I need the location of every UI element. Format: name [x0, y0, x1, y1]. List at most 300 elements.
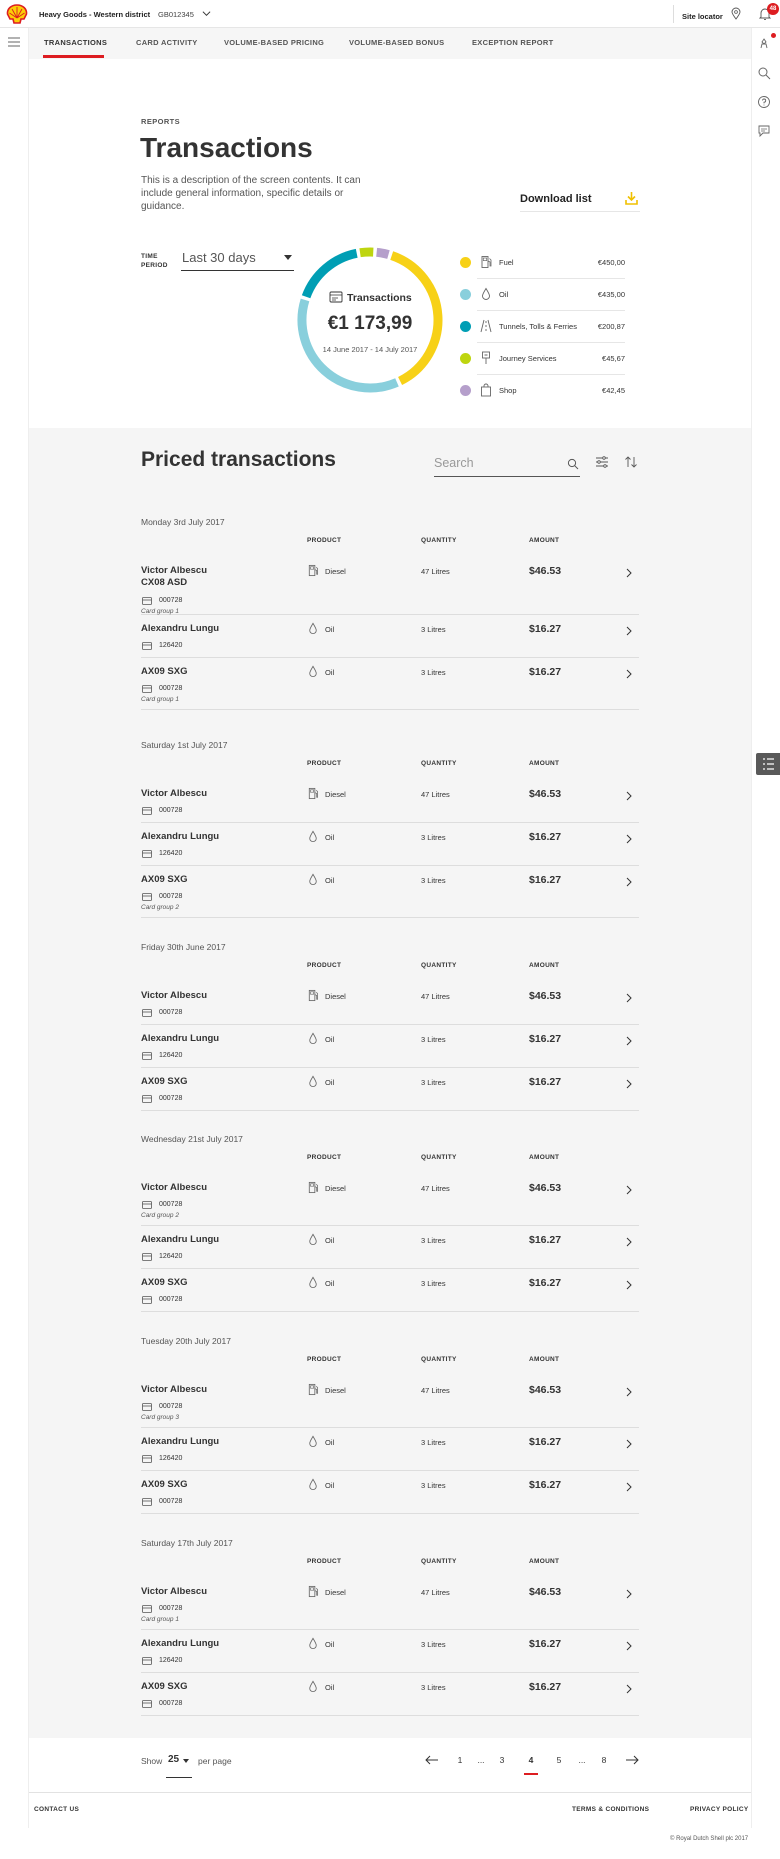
org-name[interactable]: Heavy Goods - Western district [39, 10, 151, 19]
quantity: 3 Litres [421, 625, 446, 634]
fuel-pump-icon [307, 787, 319, 800]
driver-name [141, 1479, 187, 1491]
driver-name-line: Alexandru Lungu [141, 623, 220, 634]
card-icon [142, 1403, 152, 1411]
product-name: Diesel [325, 1588, 346, 1597]
product-name: Oil [325, 1078, 335, 1087]
page-1[interactable]: 1 [457, 1755, 463, 1765]
driver-name [141, 1681, 187, 1693]
table-row[interactable] [141, 1269, 639, 1312]
show-label: Show [141, 1756, 163, 1766]
table-row[interactable] [141, 1068, 639, 1111]
legend-color-dot [460, 257, 471, 268]
user-alert-dot [771, 33, 776, 38]
time-period-label-line1: TIME [141, 253, 158, 260]
card-icon [142, 893, 152, 901]
table-row[interactable] [141, 1174, 639, 1226]
chevron-right-icon[interactable] [625, 1684, 633, 1694]
legend-name: Tunnels, Tolls & Ferries [499, 322, 577, 331]
product-name: Oil [325, 625, 335, 634]
column-header-product: PRODUCT [307, 1356, 342, 1363]
chevron-right-icon[interactable] [625, 1482, 633, 1492]
column-header-quantity: QUANTITY [421, 760, 457, 767]
card-icon [142, 1296, 152, 1304]
chevron-right-icon[interactable] [625, 993, 633, 1003]
copyright: © Royal Dutch Shell plc 2017 [670, 1836, 749, 1842]
card-icon [142, 1700, 152, 1708]
table-row[interactable] [141, 557, 639, 615]
amount: $46.53 [529, 1384, 562, 1396]
product-name: Oil [325, 1035, 335, 1044]
per-page-label: per page [198, 1756, 232, 1766]
search-input[interactable] [434, 452, 580, 477]
oil-drop-icon [307, 1032, 319, 1045]
chevron-right-icon[interactable] [625, 1280, 633, 1290]
amount: $16.27 [529, 1277, 562, 1289]
amount: $16.27 [529, 1436, 562, 1448]
card-icon [142, 685, 152, 693]
legend-name: Shop [499, 386, 517, 395]
table-row[interactable] [141, 823, 639, 866]
help-icon[interactable] [757, 95, 771, 109]
quantity: 47 Litres [421, 1184, 450, 1193]
card-icon [142, 1095, 152, 1103]
list-icon [756, 753, 780, 775]
chevron-right-icon[interactable] [625, 834, 633, 844]
legend-item-tunnels-tolls-ferries[interactable] [460, 311, 625, 343]
column-header-product: PRODUCT [307, 962, 342, 969]
page-title: Transactions [140, 132, 313, 163]
driver-name [141, 1277, 187, 1289]
report-tabs [29, 28, 751, 59]
terms-link[interactable]: TERMS & CONDITIONS [572, 1806, 650, 1813]
legend-color-dot [460, 289, 471, 300]
oil-drop-icon [307, 622, 319, 635]
card-icon [142, 1605, 152, 1613]
shop-bag-icon [480, 383, 492, 397]
driver-name-line: AX09 SXG [141, 666, 188, 677]
chevron-down-icon[interactable] [202, 9, 211, 18]
divider [673, 5, 674, 23]
fuel-pump-icon [307, 564, 319, 577]
table-row[interactable] [141, 982, 639, 1025]
download-label: Download list [520, 193, 592, 205]
card-icon [142, 1201, 152, 1209]
page-8[interactable]: 8 [601, 1755, 607, 1765]
card-group: Card group 3 [141, 1414, 179, 1421]
driver-name [141, 623, 219, 635]
time-period-label-line2: PERIOD [141, 262, 168, 269]
driver-name [141, 1033, 219, 1045]
table-row[interactable] [141, 615, 639, 658]
quantity: 3 Litres [421, 1683, 446, 1692]
amount: $16.27 [529, 1638, 562, 1650]
card-number: 126420 [159, 1253, 183, 1260]
fuel-pump-icon [307, 989, 319, 1002]
card-number: 000728 [159, 893, 183, 900]
card-icon [142, 1009, 152, 1017]
quantity: 47 Litres [421, 790, 450, 799]
card-number: 000728 [159, 1201, 183, 1208]
oil-drop-icon [307, 873, 319, 886]
chevron-right-icon[interactable] [625, 1237, 633, 1247]
product-name: Diesel [325, 790, 346, 799]
card-icon [142, 850, 152, 858]
privacy-link[interactable]: PRIVACY POLICY [690, 1806, 749, 1813]
card-number: 000728 [159, 1296, 183, 1303]
group-date: Wednesday 21st July 2017 [141, 1134, 243, 1144]
search-icon[interactable] [567, 458, 579, 470]
chevron-right-icon[interactable] [625, 877, 633, 887]
donut-segment-shop[interactable] [377, 252, 389, 254]
quantity: 3 Litres [421, 1035, 446, 1044]
donut-label: Transactions [347, 292, 412, 304]
menu-icon[interactable] [8, 36, 20, 48]
amount: $46.53 [529, 1182, 562, 1194]
card-icon [142, 1253, 152, 1261]
card-icon [142, 1657, 152, 1665]
card-number: 000728 [159, 807, 183, 814]
driver-name [141, 788, 207, 800]
legend-name: Fuel [499, 258, 514, 267]
chevron-right-icon[interactable] [625, 1387, 633, 1397]
column-header-amount: AMOUNT [529, 1356, 560, 1363]
table-row[interactable] [141, 1025, 639, 1068]
table-row[interactable] [141, 866, 639, 918]
quantity: 3 Litres [421, 876, 446, 885]
amount: $16.27 [529, 1234, 562, 1246]
legend-amount: €200,87 [597, 322, 625, 331]
per-page-select[interactable]: 25 [168, 1754, 180, 1765]
amount: $46.53 [529, 990, 562, 1002]
amount: $46.53 [529, 565, 562, 577]
column-header-quantity: QUANTITY [421, 1356, 457, 1363]
donut-date-range: 14 June 2017 - 14 July 2017 [322, 345, 418, 354]
priced-transactions-title: Priced transactions [141, 448, 336, 471]
amount: $16.27 [529, 1681, 562, 1693]
table-row[interactable] [141, 1428, 639, 1471]
amount: $16.27 [529, 831, 562, 843]
oil-drop-icon [307, 1680, 319, 1693]
list-view-button[interactable] [756, 753, 780, 775]
page-ellipsis: ... [477, 1755, 485, 1765]
section-label: REPORTS [141, 117, 181, 126]
chevron-right-icon[interactable] [625, 1036, 633, 1046]
table-row[interactable] [141, 1226, 639, 1269]
product-name: Oil [325, 668, 335, 677]
tab-exception-report[interactable]: EXCEPTION REPORT [472, 38, 554, 47]
driver-name [141, 1076, 187, 1088]
oil-drop-icon [307, 1233, 319, 1246]
per-page-underline [166, 1777, 192, 1778]
table-row[interactable] [141, 780, 639, 823]
product-name: Oil [325, 876, 335, 885]
driver-name [141, 1384, 207, 1396]
product-name: Diesel [325, 992, 346, 1001]
product-name: Oil [325, 1279, 335, 1288]
product-name: Oil [325, 833, 335, 842]
chevron-right-icon[interactable] [625, 1439, 633, 1449]
legend-amount: €450,00 [597, 258, 625, 267]
driver-name-line: Alexandru Lungu [141, 1436, 220, 1447]
download-icon [625, 191, 638, 205]
group-date: Saturday 17th July 2017 [141, 1538, 233, 1548]
driver-name-line: Alexandru Lungu [141, 1638, 220, 1649]
column-header-quantity: QUANTITY [421, 1154, 457, 1161]
driver-name-line: Victor Albescu [141, 788, 207, 799]
oil-drop-icon [307, 1637, 319, 1650]
amount: $46.53 [529, 788, 562, 800]
quantity: 47 Litres [421, 1588, 450, 1597]
card-icon [142, 597, 152, 605]
oil-drop-icon [480, 287, 492, 301]
driver-name-line: Victor Albescu [141, 1384, 207, 1395]
amount: $46.53 [529, 1586, 562, 1598]
driver-name [141, 1182, 207, 1194]
donut-segment-journey-services[interactable] [360, 252, 373, 253]
chevron-right-icon[interactable] [625, 1185, 633, 1195]
driver-name-line: AX09 SXG [141, 1479, 188, 1490]
driver-name-line: AX09 SXG [141, 874, 188, 885]
product-name: Oil [325, 1481, 335, 1490]
quantity: 3 Litres [421, 668, 446, 677]
driver-name-line: Victor Albescu [141, 1182, 207, 1193]
driver-name-line: Alexandru Lungu [141, 831, 220, 842]
oil-drop-icon [307, 1276, 319, 1289]
card-group: Card group 2 [141, 904, 179, 911]
oil-drop-icon [307, 1075, 319, 1088]
page-3[interactable]: 3 [499, 1755, 505, 1765]
driver-name [141, 831, 219, 843]
legend-amount: €435,00 [597, 290, 625, 299]
quantity: 47 Litres [421, 1386, 450, 1395]
group-date: Saturday 1st July 2017 [141, 740, 228, 750]
chevron-right-icon[interactable] [625, 568, 633, 578]
legend-item-shop[interactable] [460, 375, 625, 407]
time-period-select[interactable] [181, 246, 294, 271]
column-header-quantity: QUANTITY [421, 537, 457, 544]
page-5[interactable]: 5 [556, 1755, 562, 1765]
active-page-indicator [524, 1773, 538, 1775]
driver-name [141, 1586, 207, 1598]
card-icon [142, 642, 152, 650]
amount: $16.27 [529, 1033, 562, 1045]
fuel-pump-icon [480, 255, 492, 269]
sort-icon[interactable] [624, 455, 638, 469]
card-number: 126420 [159, 1657, 183, 1664]
card-number: 000728 [159, 1009, 183, 1016]
caret-down-icon[interactable] [183, 1759, 189, 1763]
card-number: 000728 [159, 1700, 183, 1707]
product-name: Oil [325, 1438, 335, 1447]
legend-amount: €42,45 [602, 386, 625, 395]
driver-name [141, 666, 187, 678]
card-number: 000728 [159, 1498, 183, 1505]
tab-volume-based-pricing[interactable]: VOLUME-BASED PRICING [224, 38, 325, 47]
tab-transactions[interactable]: TRANSACTIONS [44, 38, 108, 47]
column-header-amount: AMOUNT [529, 760, 560, 767]
column-header-product: PRODUCT [307, 537, 342, 544]
legend-item-oil[interactable] [460, 279, 625, 311]
arrow-left-icon[interactable] [425, 1755, 439, 1765]
active-tab-indicator [43, 55, 104, 58]
card-group: Card group 2 [141, 1212, 179, 1219]
card-number: 126420 [159, 850, 183, 857]
caret-down-icon [284, 255, 292, 260]
driver-name-line: Alexandru Lungu [141, 1234, 220, 1245]
tab-card-activity[interactable]: CARD ACTIVITY [136, 38, 198, 47]
oil-drop-icon [307, 1435, 319, 1448]
filter-icon[interactable] [595, 456, 609, 468]
card-number: 000728 [159, 1403, 183, 1410]
top-bar [0, 0, 780, 28]
tab-volume-based-bonus[interactable]: VOLUME-BASED BONUS [349, 38, 445, 47]
legend-color-dot [460, 385, 471, 396]
donut-total: €1 173,99 [327, 313, 413, 334]
driver-name [141, 1436, 219, 1448]
chat-icon[interactable] [757, 124, 771, 138]
chevron-right-icon[interactable] [625, 669, 633, 679]
legend-item-journey-services[interactable] [460, 343, 625, 375]
column-header-product: PRODUCT [307, 760, 342, 767]
service-sign-icon [480, 351, 492, 365]
site-locator-link[interactable]: Site locator [682, 12, 723, 21]
group-date: Tuesday 20th July 2017 [141, 1336, 231, 1346]
quantity: 3 Litres [421, 1640, 446, 1649]
column-header-product: PRODUCT [307, 1154, 342, 1161]
legend-color-dot [460, 321, 471, 332]
legend-item-fuel[interactable] [460, 247, 625, 279]
footer-divider [29, 1792, 751, 1793]
driver-name-line: Alexandru Lungu [141, 1033, 220, 1044]
chevron-right-icon[interactable] [625, 1641, 633, 1651]
chevron-right-icon[interactable] [625, 1079, 633, 1089]
fuel-pump-icon [307, 1181, 319, 1194]
card-number: 000728 [159, 1605, 183, 1612]
quantity: 3 Litres [421, 1078, 446, 1087]
amount: $16.27 [529, 666, 562, 678]
time-period-value: Last 30 days [182, 250, 256, 265]
chevron-right-icon[interactable] [625, 791, 633, 801]
card-number: 126420 [159, 1052, 183, 1059]
driver-name-line: Victor Albescu [141, 1586, 207, 1597]
time-period-label [141, 252, 175, 270]
map-pin-icon[interactable] [731, 7, 741, 20]
search-icon[interactable] [757, 66, 771, 80]
oil-drop-icon [307, 1478, 319, 1491]
product-name: Oil [325, 1640, 335, 1649]
column-header-amount: AMOUNT [529, 1558, 560, 1565]
driver-name-line: AX09 SXG [141, 1277, 188, 1288]
driver-name [141, 1638, 219, 1650]
driver-name-line: Victor Albescu [141, 990, 207, 1001]
quantity: 3 Litres [421, 1279, 446, 1288]
page-ellipsis: ... [578, 1755, 586, 1765]
card-number: 000728 [159, 685, 183, 692]
quantity: 47 Litres [421, 567, 450, 576]
card-icon [142, 1455, 152, 1463]
driver-name [141, 1234, 219, 1246]
oil-drop-icon [307, 665, 319, 678]
chevron-right-icon[interactable] [625, 626, 633, 636]
chevron-right-icon[interactable] [625, 1589, 633, 1599]
column-header-amount: AMOUNT [529, 1154, 560, 1161]
card-icon [142, 1052, 152, 1060]
arrow-right-icon[interactable] [625, 1755, 639, 1765]
card-group: Card group 1 [141, 1616, 179, 1623]
column-header-quantity: QUANTITY [421, 962, 457, 969]
card-icon [142, 1498, 152, 1506]
fuel-card-icon [329, 291, 343, 303]
shell-logo-icon[interactable] [6, 4, 28, 24]
card-group: Card group 1 [141, 608, 179, 615]
quantity: 3 Litres [421, 833, 446, 842]
table-row[interactable] [141, 1376, 639, 1428]
quantity: 3 Litres [421, 1481, 446, 1490]
column-header-amount: AMOUNT [529, 537, 560, 544]
download-list-button[interactable] [520, 186, 640, 212]
legend-color-dot [460, 353, 471, 364]
quantity: 3 Litres [421, 1438, 446, 1447]
product-name: Oil [325, 1683, 335, 1692]
amount: $16.27 [529, 874, 562, 886]
driver-name-line: AX09 SXG [141, 1076, 188, 1087]
product-name: Diesel [325, 567, 346, 576]
legend-name: Journey Services [499, 354, 557, 363]
notification-badge[interactable]: 48 [767, 3, 779, 15]
card-number: 000728 [159, 1095, 183, 1102]
driver-name [141, 565, 207, 589]
group-date: Friday 30th June 2017 [141, 942, 226, 952]
fuel-pump-icon [307, 1383, 319, 1396]
driver-name-line: AX09 SXG [141, 1681, 188, 1692]
fuel-pump-icon [307, 1585, 319, 1598]
page-4[interactable]: 4 [528, 1755, 534, 1765]
amount: $16.27 [529, 623, 562, 635]
table-row[interactable] [141, 1578, 639, 1630]
card-number: 126420 [159, 1455, 183, 1462]
right-rail [751, 28, 780, 1828]
org-code[interactable]: GB012345 [158, 10, 194, 19]
driver-name-line: Victor Albescu [141, 565, 207, 576]
oil-drop-icon [307, 830, 319, 843]
legend-amount: €45,67 [602, 354, 625, 363]
product-name: Oil [325, 1236, 335, 1245]
contact-us-link[interactable]: CONTACT US [34, 1806, 80, 1813]
card-number: 126420 [159, 642, 183, 649]
vehicle-registration: CX08 ASD [141, 577, 188, 588]
card-group: Card group 1 [141, 696, 179, 703]
table-row[interactable] [141, 1471, 639, 1514]
quantity: 47 Litres [421, 992, 450, 1001]
road-icon [480, 319, 492, 333]
driver-name [141, 990, 207, 1002]
table-row[interactable] [141, 1673, 639, 1716]
table-row[interactable] [141, 1630, 639, 1673]
page-description: This is a description of the screen contents. It can include general information, specific details or guidance. [141, 175, 361, 212]
driver-name [141, 874, 187, 886]
group-date: Monday 3rd July 2017 [141, 517, 225, 527]
user-icon[interactable] [757, 37, 771, 51]
column-header-quantity: QUANTITY [421, 1558, 457, 1565]
amount: $16.27 [529, 1076, 562, 1088]
table-row[interactable] [141, 658, 639, 710]
legend-name: Oil [499, 290, 509, 299]
column-header-product: PRODUCT [307, 1558, 342, 1565]
card-icon [142, 807, 152, 815]
product-name: Diesel [325, 1386, 346, 1395]
quantity: 3 Litres [421, 1236, 446, 1245]
